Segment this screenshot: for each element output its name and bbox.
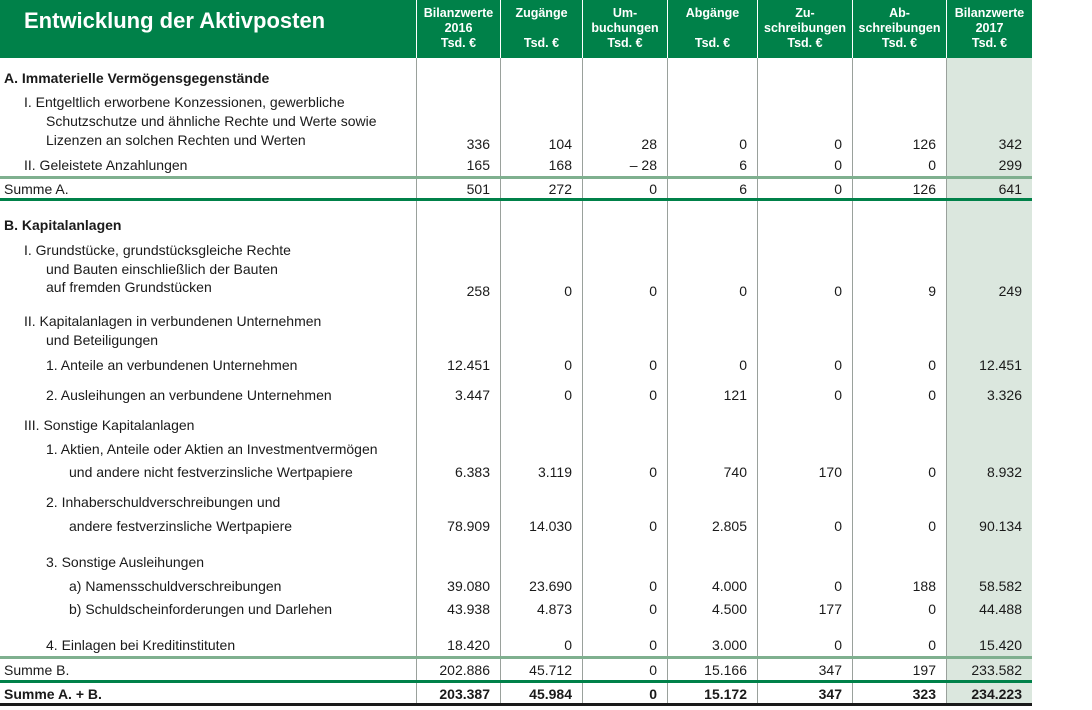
value-cell: 347 [818, 686, 842, 702]
value-cell: 15.172 [704, 686, 747, 702]
column-header [668, 0, 757, 58]
value-cell: 234.223 [971, 686, 1022, 702]
value-cell: 177 [818, 601, 842, 617]
value-cell: 641 [998, 181, 1022, 197]
value-cell: 0 [928, 157, 936, 173]
column-header-line: Zu- [795, 6, 815, 20]
value-cell: 323 [912, 686, 936, 702]
value-cell: 272 [548, 181, 572, 197]
value-cell: 0 [649, 686, 657, 702]
row-label: Schutzschutze und ähnliche Rechte und Werte sowie [46, 113, 377, 129]
row-label: 2. Ausleihungen an verbundene Unternehmen [46, 387, 332, 403]
value-cell: 0 [928, 357, 936, 373]
column-header [947, 0, 1032, 58]
value-cell: 347 [818, 662, 842, 678]
value-cell: 3.119 [538, 464, 572, 480]
value-cell: 0 [834, 578, 842, 594]
column-header-line: Tsd. € [694, 36, 731, 50]
value-cell: 0 [649, 283, 657, 299]
value-cell: 104 [548, 136, 572, 152]
column-header-line: Bilanzwerte [954, 6, 1025, 20]
column-header-line: Tsd. € [787, 36, 823, 50]
column-header-line: Bilanzwerte [423, 6, 494, 20]
row-label: 1. Aktien, Anteile oder Aktien an Investmentvermögen [46, 441, 378, 457]
value-cell: 45.984 [529, 686, 572, 702]
value-cell: 4.500 [711, 601, 747, 617]
row-label: a) Namensschuldverschreibungen [69, 578, 282, 594]
summe-b-bottom-rule [0, 680, 1032, 683]
value-cell: 0 [564, 387, 572, 403]
value-cell: 0 [564, 637, 572, 653]
column-header-line: 2016 [444, 21, 473, 35]
row-label: andere festverzinsliche Wertpapiere [69, 518, 293, 534]
table-title: Entwicklung der Aktivposten [0, 0, 416, 58]
value-cell: 0 [564, 283, 572, 299]
table-bottom-rule [0, 703, 1032, 706]
row-label: II. Kapitalanlagen in verbundenen Unternehmen [24, 313, 322, 329]
value-cell: 12.451 [447, 357, 490, 373]
value-cell: 258 [466, 283, 490, 299]
value-cell: 0 [649, 601, 657, 617]
value-cell: 44.488 [979, 601, 1022, 617]
value-cell: 0 [739, 357, 747, 373]
value-cell: 126 [912, 136, 936, 152]
value-cell: 0 [928, 637, 936, 653]
value-cell: 197 [912, 662, 936, 678]
section-a-heading: A. Immaterielle Vermögensgegenstände [4, 70, 270, 86]
value-cell: 4.000 [711, 578, 747, 594]
value-cell: 14.030 [529, 518, 572, 534]
value-cell: 4.873 [536, 601, 572, 617]
value-cell: 15.166 [704, 662, 747, 678]
summe-a-bottom-rule [0, 198, 1032, 201]
column-header [853, 0, 946, 58]
value-cell: 6 [739, 181, 747, 197]
value-cell: 342 [998, 136, 1022, 152]
value-cell: 28 [641, 136, 657, 152]
value-cell: 126 [912, 181, 936, 197]
value-cell: 9 [928, 283, 936, 299]
value-cell: 0 [928, 464, 936, 480]
row-label: I. Grundstücke, grundstücksgleiche Rechte [24, 242, 291, 258]
value-cell: 45.712 [529, 662, 572, 678]
column-header-line: Tsd. € [523, 36, 560, 50]
row-label: und Beteiligungen [46, 332, 159, 348]
summe-total-label: Summe A. + B. [4, 686, 102, 702]
row-label: b) Schuldscheinforderungen und Darlehen [69, 601, 333, 617]
value-cell: 0 [834, 387, 842, 403]
value-cell: 0 [649, 357, 657, 373]
value-cell: 0 [649, 387, 657, 403]
value-cell: 23.690 [529, 578, 572, 594]
value-cell: 6 [739, 157, 747, 173]
value-cell: 0 [834, 518, 842, 534]
value-cell: 8.932 [986, 464, 1022, 480]
value-cell: 12.451 [979, 357, 1022, 373]
column-header [583, 0, 667, 58]
column-header-line: Abgänge [685, 6, 740, 20]
value-cell: 188 [912, 578, 936, 594]
column-header [417, 0, 500, 58]
value-cell: 39.080 [447, 578, 490, 594]
value-cell: 0 [834, 136, 842, 152]
value-cell: 0 [834, 181, 842, 197]
column-header-line: buchungen [591, 21, 659, 35]
value-cell: 0 [928, 518, 936, 534]
value-cell: 78.909 [447, 518, 490, 534]
row-label: 3. Sonstige Ausleihungen [46, 554, 205, 570]
value-cell: 3.447 [454, 387, 490, 403]
value-cell: 740 [723, 464, 747, 480]
column-header-line [501, 21, 582, 36]
summe-b-top-rule [0, 656, 1032, 659]
row-label: auf fremden Grundstücken [46, 279, 212, 295]
row-label: und andere nicht festverzinsliche Wertpapiere [69, 464, 353, 480]
value-cell: 336 [466, 136, 490, 152]
value-cell: 0 [564, 357, 572, 373]
value-cell: 0 [739, 283, 747, 299]
section-b-heading: B. Kapitalanlagen [4, 217, 122, 233]
value-cell: 168 [548, 157, 572, 173]
column-header-line: schreibungen [858, 21, 941, 35]
column-header-line: Tsd. € [971, 36, 1008, 50]
column-header-line: Tsd. € [607, 36, 643, 50]
value-cell: 0 [739, 136, 747, 152]
value-cell: 0 [649, 464, 657, 480]
row-label: 1. Anteile an verbundenen Unternehmen [46, 357, 298, 373]
value-cell: 90.134 [979, 518, 1022, 534]
value-cell: 0 [928, 387, 936, 403]
column-header [758, 0, 852, 58]
value-cell: 0 [834, 637, 842, 653]
value-cell: 170 [818, 464, 842, 480]
column-header [501, 0, 582, 58]
value-cell: 3.326 [986, 387, 1022, 403]
column-header-line: Tsd. € [881, 36, 918, 50]
value-cell: 18.420 [447, 637, 490, 653]
summe-a-label: Summe A. [4, 181, 69, 197]
value-cell: 0 [649, 578, 657, 594]
value-cell: 0 [649, 518, 657, 534]
value-cell: 0 [649, 662, 657, 678]
summe-b-label: Summe B. [4, 662, 70, 678]
column-header-line: 2017 [975, 21, 1004, 35]
value-cell: 0 [649, 637, 657, 653]
value-cell: – 28 [629, 157, 657, 173]
row-label: 2. Inhaberschuldverschreibungen und [46, 494, 281, 510]
value-cell: 202.886 [439, 662, 490, 678]
column-header-line: schreibungen [764, 21, 846, 35]
value-cell: 121 [723, 387, 747, 403]
column-header-line [668, 21, 757, 36]
value-cell: 203.387 [439, 686, 490, 702]
value-cell: 2.805 [711, 518, 747, 534]
summe-a-top-rule [0, 176, 1032, 179]
row-label: II. Geleistete Anzahlungen [24, 157, 188, 173]
column-header-line: Tsd. € [440, 36, 477, 50]
value-cell: 6.383 [454, 464, 490, 480]
row-label: 4. Einlagen bei Kreditinstituten [46, 637, 236, 653]
row-label: I. Entgeltlich erworbene Konzessionen, gewerbliche [24, 94, 345, 110]
row-label: Lizenzen an solchen Rechten und Werten [46, 132, 306, 148]
value-cell: 3.000 [711, 637, 747, 653]
value-cell: 0 [649, 181, 657, 197]
row-label: III. Sonstige Kapitalanlagen [24, 417, 195, 433]
value-cell: 58.582 [979, 578, 1022, 594]
column-header-line: Um- [612, 6, 638, 20]
row-label: und Bauten einschließlich der Bauten [46, 261, 278, 277]
value-cell: 249 [998, 283, 1022, 299]
column-header-line: Zugänge [515, 6, 568, 20]
value-cell: 15.420 [979, 637, 1022, 653]
value-cell: 0 [834, 157, 842, 173]
value-cell: 165 [466, 157, 490, 173]
value-cell: 43.938 [447, 601, 490, 617]
value-cell: 501 [466, 181, 490, 197]
value-cell: 299 [998, 157, 1022, 173]
value-cell: 0 [928, 601, 936, 617]
value-cell: 233.582 [971, 662, 1022, 678]
value-cell: 0 [834, 283, 842, 299]
column-header-line: Ab- [889, 6, 910, 20]
value-cell: 0 [834, 357, 842, 373]
